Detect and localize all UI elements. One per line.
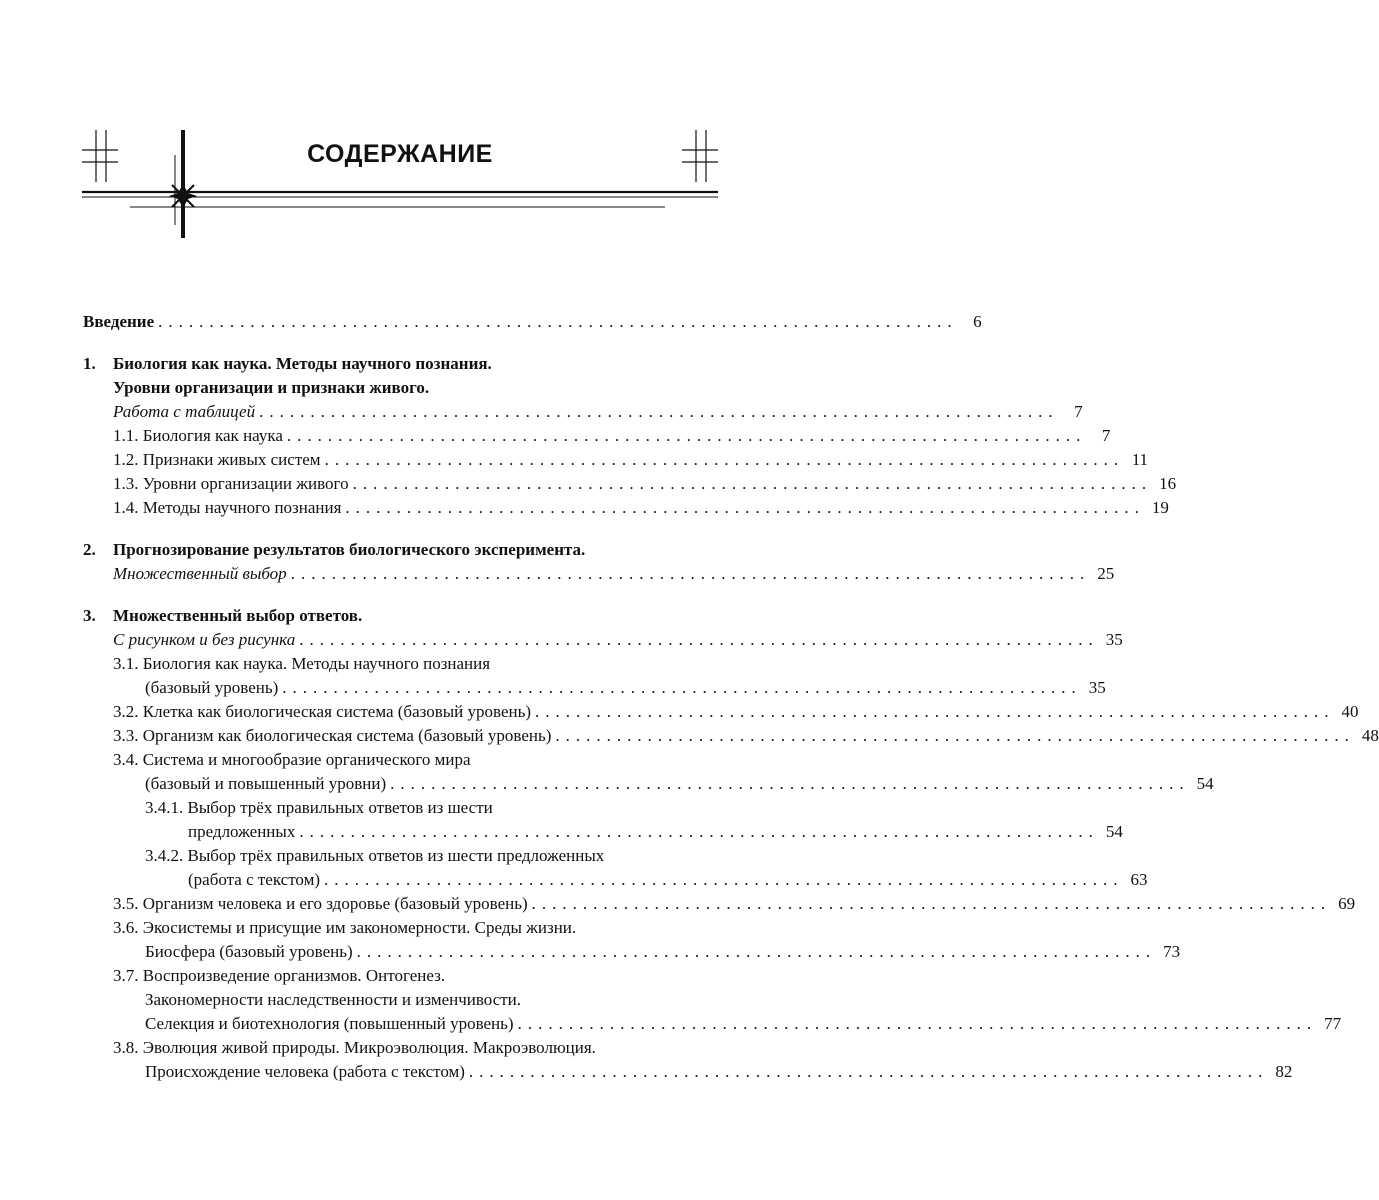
page-number: 16 bbox=[1159, 474, 1177, 493]
dot-leader: .............................................................................. bbox=[468, 1062, 1269, 1081]
page-title: СОДЕРЖАНИЕ bbox=[307, 140, 493, 168]
page-number: 40 bbox=[1341, 702, 1359, 721]
page-number: 73 bbox=[1163, 942, 1181, 961]
dot-leader: .............................................................................. bbox=[535, 702, 1335, 721]
toc-entry-3-4-cont[interactable] bbox=[83, 772, 1214, 796]
page-number: 11 bbox=[1131, 450, 1149, 469]
toc-section-2-subtitle[interactable] bbox=[83, 562, 1115, 586]
star-icon bbox=[169, 184, 197, 208]
toc-section-3-title[interactable] bbox=[83, 604, 717, 628]
section-title: Биология как наука. Методы научного познания. bbox=[113, 354, 492, 373]
page-number: 54 bbox=[1105, 822, 1123, 841]
dot-leader: .............................................................................. bbox=[352, 474, 1153, 493]
toc-entry-3-7-cont1[interactable] bbox=[83, 988, 717, 1012]
toc-label: 3.4.1. Выбор трёх правильных ответов из шести bbox=[145, 798, 493, 817]
page-number: 54 bbox=[1196, 774, 1214, 793]
toc-entry-1-4[interactable] bbox=[83, 496, 1169, 520]
toc-entry-1-3[interactable] bbox=[83, 472, 1177, 496]
dot-leader: .............................................................................. bbox=[324, 870, 1124, 889]
dot-leader: .............................................................................. bbox=[290, 564, 1091, 583]
page-number: 35 bbox=[1105, 630, 1123, 649]
toc-label: Происхождение человека (работа с текстом) bbox=[145, 1062, 465, 1081]
toc-label: Закономерности наследственности и изменчивости. bbox=[145, 990, 522, 1009]
toc-entry-3-3[interactable] bbox=[83, 724, 1379, 748]
toc-entry-1-2[interactable] bbox=[83, 448, 1149, 472]
section-number: 2. bbox=[83, 540, 96, 559]
toc-label: 1.3. Уровни организации живого bbox=[113, 474, 349, 493]
section-title: Множественный выбор ответов. bbox=[113, 606, 363, 625]
toc-entry-3-8-cont[interactable] bbox=[83, 1060, 1293, 1084]
toc-label: (работа с текстом) bbox=[188, 870, 321, 889]
toc-entry-1-1[interactable] bbox=[83, 424, 1111, 448]
page-number: 6 bbox=[973, 312, 982, 331]
toc-label: 1.4. Методы научного познания bbox=[113, 498, 342, 517]
toc-entry-3-8[interactable] bbox=[83, 1036, 717, 1060]
toc-entry-3-7-cont2[interactable] bbox=[83, 1012, 1342, 1036]
toc-label: 3.7. Воспроизведение организмов. Онтогенез. bbox=[113, 966, 446, 985]
page-number: 7 bbox=[1101, 426, 1111, 445]
section-subtitle: Множественный выбор bbox=[113, 564, 287, 583]
toc-section-1-subtitle[interactable] bbox=[83, 400, 1083, 424]
dot-leader: .............................................................................. bbox=[299, 630, 1099, 649]
dot-leader: .............................................................................. bbox=[555, 726, 1355, 745]
toc-label: Биосфера (базовый уровень) bbox=[145, 942, 353, 961]
toc-label: 3.3. Организм как биологическая система (базовый уровень) bbox=[113, 726, 552, 745]
toc-section-1-title-line2 bbox=[83, 376, 717, 400]
page-number: 69 bbox=[1338, 894, 1356, 913]
toc-entry-3-4-1[interactable] bbox=[83, 796, 717, 820]
toc-entry-3-4-1-cont[interactable] bbox=[83, 820, 1123, 844]
toc-label: 3.2. Клетка как биологическая система (базовый уровень) bbox=[113, 702, 532, 721]
dot-leader: .............................................................................. bbox=[345, 498, 1145, 517]
toc-label: 1.2. Признаки живых систем bbox=[113, 450, 321, 469]
toc-entry-3-4-2[interactable] bbox=[83, 844, 717, 868]
toc-entry-3-6-cont[interactable] bbox=[83, 940, 1181, 964]
page-number: 7 bbox=[1074, 402, 1083, 421]
toc-label: 3.4. Система и многообразие органического мира bbox=[113, 750, 471, 769]
dot-leader: .............................................................................. bbox=[299, 822, 1099, 841]
toc-section-2-title[interactable] bbox=[83, 538, 717, 562]
toc-label: 3.1. Биология как наука. Методы научного познания bbox=[113, 654, 491, 673]
toc-label: Введение bbox=[83, 312, 155, 331]
toc-entry-3-4[interactable] bbox=[83, 748, 717, 772]
toc-label: 3.6. Экосистемы и присущие им закономерности. Среды жизни. bbox=[113, 918, 577, 937]
toc-entry-3-5[interactable] bbox=[83, 892, 1356, 916]
toc-label: 3.4.2. Выбор трёх правильных ответов из шести предложенных bbox=[145, 846, 605, 865]
toc-label: (базовый уровень) bbox=[145, 678, 279, 697]
page-number: 82 bbox=[1275, 1062, 1293, 1081]
toc-entry-intro[interactable] bbox=[83, 310, 982, 334]
section-subtitle: Работа с таблицей bbox=[113, 402, 256, 421]
page-number: 77 bbox=[1324, 1014, 1342, 1033]
page-number: 25 bbox=[1097, 564, 1115, 583]
dot-leader: .............................................................................. bbox=[356, 942, 1157, 961]
toc-entry-3-2[interactable] bbox=[83, 700, 1359, 724]
toc-entry-3-6[interactable] bbox=[83, 916, 717, 940]
section-title-line: Уровни организации и признаки живого. bbox=[113, 378, 430, 397]
toc-entry-3-4-2-cont[interactable] bbox=[83, 868, 1148, 892]
dot-leader: .............................................................................. bbox=[517, 1014, 1318, 1033]
page-number: 48 bbox=[1361, 726, 1379, 745]
toc-label: 3.8. Эволюция живой природы. Микроэволюция. Макроэволюция. bbox=[113, 1038, 596, 1057]
toc-label: 1.1. Биология как наука bbox=[113, 426, 283, 445]
toc-label: 3.5. Организм человека и его здоровье (базовый уровень) bbox=[113, 894, 528, 913]
header-ornament bbox=[0, 0, 800, 260]
dot-leader: .............................................................................. bbox=[286, 426, 1087, 445]
section-title: Прогнозирование результатов биологического эксперимента. bbox=[113, 540, 586, 559]
dot-leader: .............................................................................. bbox=[390, 774, 1190, 793]
dot-leader: .............................................................................. bbox=[259, 402, 1059, 421]
toc-label: Селекция и биотехнология (повышенный уровень) bbox=[145, 1014, 514, 1033]
dot-leader: .............................................................................. bbox=[158, 312, 958, 331]
section-subtitle: С рисунком и без рисунка bbox=[113, 630, 296, 649]
dot-leader: .............................................................................. bbox=[324, 450, 1125, 469]
toc-entry-3-1[interactable] bbox=[83, 652, 717, 676]
toc-label: предложенных bbox=[188, 822, 296, 841]
dot-leader: .............................................................................. bbox=[531, 894, 1332, 913]
toc-section-1-title[interactable] bbox=[83, 352, 717, 376]
page-number: 19 bbox=[1151, 498, 1169, 517]
section-number: 1. bbox=[83, 354, 96, 373]
toc-entry-3-7[interactable] bbox=[83, 964, 717, 988]
toc-section-3-subtitle[interactable] bbox=[83, 628, 1123, 652]
dot-leader: .............................................................................. bbox=[282, 678, 1082, 697]
section-number: 3. bbox=[83, 606, 96, 625]
toc-label: (базовый и повышенный уровни) bbox=[145, 774, 387, 793]
page-number: 63 bbox=[1130, 870, 1148, 889]
toc-entry-3-1-cont[interactable] bbox=[83, 676, 1106, 700]
table-of-contents bbox=[83, 310, 1379, 1084]
page-number: 35 bbox=[1088, 678, 1106, 697]
